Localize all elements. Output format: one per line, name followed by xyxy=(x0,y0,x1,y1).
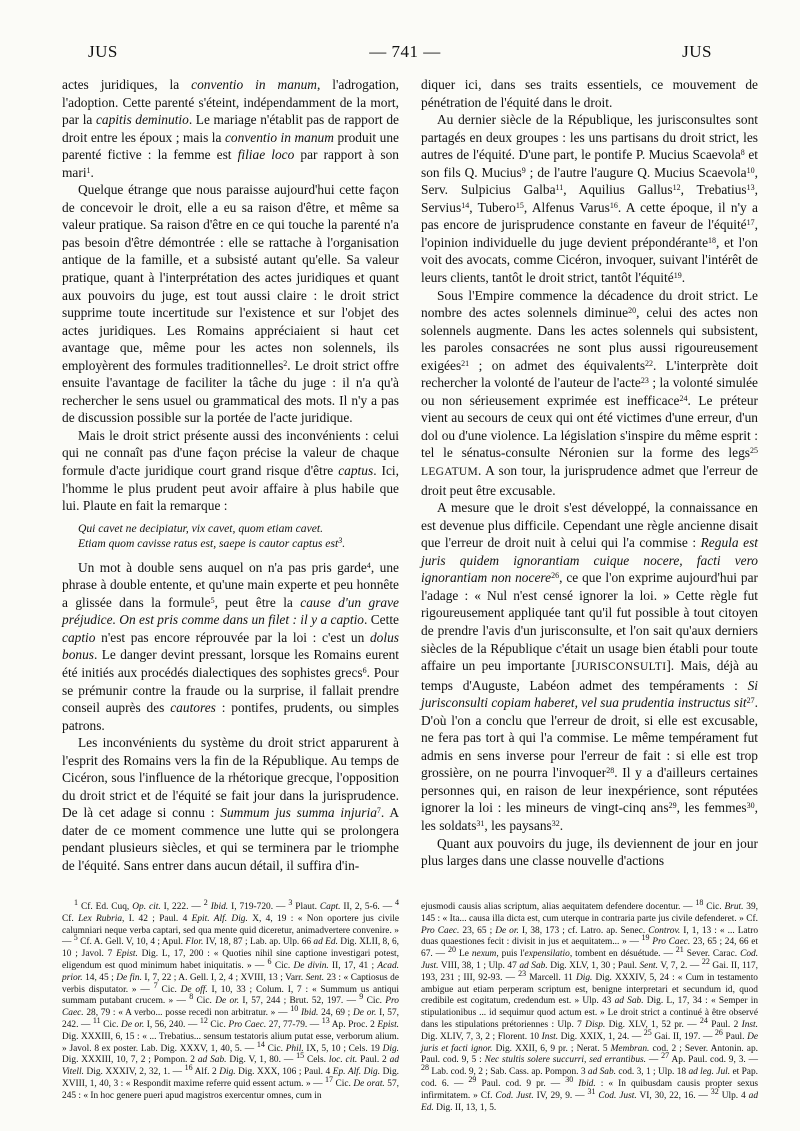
paragraph: Au dernier siècle de la République, les jurisconsultes sont partagés en deux groupes : les uns partisans du droit strict, les autres de l'équité. D'une part, le pontife P. Mucius Scaevola$^8$ et son fils Q. Mucius$^9$ ; de l'autre l'augure Q. Mucius Scaevola$^{10}$, Serv. Sulpicius Galba$^{11}$, Aquilius Gallus$^{12}$, Trebatius$^{13}$, Servius$^{14}$, Tubero$^{15}$, Alfenus Varus$^{16}$. A cette époque, il n'y a pas encore de jurisprudence constante en faveur de l'équité$^{17}$, l'opinion individuelle du juge devient prépondérante$^{18}$, et l'on voit des avocats, comme Cicéron, invoquer, suivant l'intérêt de leurs clients, tantôt le droit strict, tantôt l'équité$^{19}$. xyxy=(421,112,759,286)
footnotes-right xyxy=(421,898,759,1114)
header-right: JUS xyxy=(682,42,712,61)
paragraph: actes juridiques, la conventio in manum, l'adrogation, l'adoption. Cette parenté s'éteint, indépendamment de la mort, par la capitis deminutio. Le mariage n'établit pas de rapport de droit entre les époux ; mais la conventio in manum produit une parenté fictive : la femme est filiae loco par rapport à son mari$^1$. xyxy=(62,77,400,180)
page-number: — 741 — xyxy=(369,42,441,61)
paragraph: diquer ici, dans ses traits essentiels, ce mouvement de pénétration de l'équité dans le droit. xyxy=(421,77,758,110)
paragraph: Quelque étrange que nous paraisse aujourd'hui cette façon de concevoir le droit, elle a eu sa raison d'être, et même sa valeur pratique. Sa raison d'être en ce qui touche la parenté n'a pas besoin d'être démontrée : elle se rattache à l'organisation antique de la famille, et a subsisté autant qu'elle. Sa valeur pratique, quant à l'interprétation des actes juridiques et quant aux pouvoirs du juge, est tout aussi claire : le droit strict supprime toute incertitude sur l'existence et sur l'objet des actes juridiques. Les Romains appréciaient si haut cet avantage que, même pour les actes non solennels, ils employèrent des formules traditionnelles$^2$. Le droit strict offre ensuite l'avantage de faciliter la tâche du juge : il n'a qu'à rechercher le sens usuel ou grammatical des mots. Il n'y a pas de discussion possible sur la portée de l'acte juridique. xyxy=(62,182,399,426)
paragraph: Un mot à double sens auquel on n'a pas pris garde$^4$, une phrase à double entente, et qu'une main experte et peu honnête a glissée dans la formule$^5$, peut être la cause d'un grave préjudice. On est pris comme dans un filet : il y a captio. Cette captio n'est pas encore réprouvée par la loi : c'est un dolus bonus. Le danger devint pressant, lorsque les Romains eurent été initiés aux procédés dialectiques des sophistes grecs$^6$. Pour se prémunir contre la fraude ou la surprise, il fallait prendre conseil auprès des cautores : pontifes, prudents, ou simples patrons. xyxy=(62,559,399,733)
paragraph: Mais le droit strict présente aussi des inconvénients : celui qui ne connaît pas d'une façon précise la valeur de chaque formule d'acte juridique court grand risque d'être captus. Ici, l'homme le plus prudent peut avoir affaire à plus habile que lui. Plaute en fait la remarque : xyxy=(62,427,399,514)
header-left: JUS xyxy=(88,42,118,61)
quote-line: Qui cavet ne decipiatur, vix cavet, quom etiam cavet. xyxy=(78,521,323,535)
right-column xyxy=(421,76,758,870)
quote-line: Etiam quom cavisse ratus est, saepe is cautor captus est$^3$. xyxy=(78,535,346,550)
paragraph: Les inconvénients du système du droit strict apparurent à l'esprit des Romains vers la fin de la République. Au temps de Cicéron, sous l'influence de la rhétorique grecque, l'opposition du droit strict et de l'équité se fait jour dans la jurisprudence. De là cet adage si connu : Summum jus summa injuria$^7$. A dater de ce moment commence une lutte qui se prolongera pendant plusieurs siècles, et qui se terminera par le triomphe de l'équité. Sans entrer dans aucun détail, il suffira d'in- xyxy=(62,735,399,873)
footnote-block: ejusmodi causis alias scriptum, alias aequitatem defendere docentur. — $^{18}$ Cic. Brut. 39, 145 : « Ita... causa illa dicta est, cum uterque in contraria parte jus civile defenderet. » Cf. Pro Caec. 23, 65 ; De or. I, 38, 173 ; cf. Latro. ap. Senec. Controv. I, 1, 13 : « ... Latro duas quaestiones fecit : divisit in jus et aequitatem... » — $^{19}$ Pro Caec. 23, 65 ; 24, 66 et 67. — $^{20}$ Le nexum, puis l'expensilatio, tombent en désuétude. — $^{21}$ Sever. Carac. Cod. Just. VIII, 38, 1 ; Ulp. 47 ad Sab. Dig. XLV, 1, 30 ; Paul. Sent. V, 7, 2. — $^{22}$ Gai. II, 117, 193, 231 ; III, 92-93. — $^{23}$ Marcell. 11 Dig. Dig. XXXIV, 5, 24 : « Cum in testamento ambigue aut etiam perperam scriptum est, benigne interpretari et secundum id, quod credibile est cogitatum, credendum est. » Ulp. 43 ad Sab. Dig. L, 17, 34 : « Semper in stipulationibus ... id sequimur quod actum est. » Le droit strict a continué à être observé dans les stipulations prétoriennes : Ulp. 7 Disp. Dig. XLV, 1, 52 pr. — $^{24}$ Paul. 2 Inst. Dig. XLIV, 7, 3, 2 ; Florent. 10 Inst. Dig. XXIX, 1, 24. — $^{25}$ Gai. II, 197. — $^{26}$ Paul. De juris et facti ignor. Dig. XXII, 6, 9 pr. ; Nerat. 5 Membran. cod. 2 ; Sever. Antonin. ap. Paul. cod. 9, 5 : Nec stultis solere succurri, sed errantibus. — $^{27}$ Ap. Paul. cod. 9, 3. — $^{28}$ Lab. cod. 9, 2 ; Sab. Cass. ap. Pompon. 3 ad Sab. cod. 3, 1 ; Ulp. 18 ad leg. Jul. et Pap. cod. 6. — $^{29}$ Paul. cod. 9 pr. — $^{30}$ Ibid. : « In quibusdam causis propter sexus infirmitatem. » Cf. Cod. Just. IV, 29, 9. — $^{31}$ Cod. Just. VI, 30, 22, 16. — $^{32}$ Ulp. 4 ad Ed. Dig. II, 13, 1, 5. xyxy=(421,898,759,1113)
plautus-quote xyxy=(78,521,399,551)
left-column xyxy=(62,76,399,875)
running-header xyxy=(62,42,748,66)
paragraph: Quant aux pouvoirs du juge, ils deviennent de jour en jour plus larges dans une classe nouvelle d'actions xyxy=(421,835,758,869)
footnote-block: $^1$ Cf. Ed. Cuq, Op. cit. I, 222. — $^2$ Ibid. I, 719-720. — $^3$ Plaut. Capt. II, 2, 5-6. — $^4$ Cf. Lex Rubria, I. 42 ; Paul. 4 Epit. Alf. Dig. X, 4, 19 : « Non oportere jus civile calumniari neque verba captari, sed qua mente quid diceretur, animadvertere convenire. » — $^5$ Cf. A. Gell. V, 10, 4 ; Apul. Flor. IV, 18, 87 ; Lab. ap. Ulp. 66 ad Ed. Dig. XLII, 8, 6, 10 ; Javol. 7 Epist. Dig. L, 17, 200 : « Quoties nihil sine captione investigari potest, eligendum est quod minimum habet iniquitatis. » — $^6$ Cic. De divin. II, 17, 41 ; Acad. prior. 14, 45 ; De fin. I, 7, 22 ; A. Gell. I, 2, 4 ; XVIII, 13 ; Varr. Sent. 23 : « Captiosus de verbis disputator. » — $^7$ Cic. De off. I, 10, 33 ; Colum. I, 7 : « Summum us antiqui summam putabant crucem. » — $^8$ Cic. De or. I, 57, 244 ; Brut. 52, 197. — $^9$ Cic. Pro Caec. 28, 79 : « A verbo... posse recedi non arbitratur. » — $^{10}$ Ibid. 24, 69 ; De or. I, 57, 242. — $^{11}$ Cic. De or. I, 56, 240. — $^{12}$ Cic. Pro Caec. 27, 77-79. — $^{13}$ Ap. Proc. 2 Epist. Dig. XXXIII, 6, 15 : « ... Trebatius... sensum testatoris alium putat esse, verborum alium. » Javol. 8 ex poster. Lab. Dig. XXXV, 1, 40, 5. — $^{14}$ Cic. Phil. IX, 5, 10 ; Cels. 19 Dig. Dig. XXXIII, 10, 7, 2 ; Pompon. 2 ad Sab. Dig. V, 1, 80. — $^{15}$ Cels. loc. cit. Paul. 2 ad Vitell. Dig. XXXIV, 2, 32, 1. — $^{16}$ Alf. 2 Dig. Dig. XXX, 106 ; Paul. 4 Ep. Alf. Dig. Dig. XVIII, 1, 40, 3 : « Respondit maxime referre quid essent actum. » — $^{17}$ Cic. De orat. 57, 245 : « In hoc genere pueri apud magistros exercentur omnes, cum in xyxy=(62,898,400,1101)
paragraph: A mesure que le droit s'est développé, la connaissance en est devenue plus difficile. Cependant une règle ancienne disait que l'erreur de droit nuit à celui qui l'a commise : Regula est juris quidem ignorantiam cuique nocere, facti vero ignorantiam non nocere$^{26}$, ce que l'on exprime aujourd'hui par l'adage : « Nul n'est censé ignorer la loi. » Cette règle fut rigoureusement appliquée tant qu'il fut possible à tout citoyen de prendre l'avis d'un jurisconsulte, et l'on sait qu'aux derniers siècles de la République c'était un usage bien établi pour toute affaire un peu importante [JURISCONSULTI]. Mais, déjà au temps d'Auguste, Labéon admet des tempéraments : Si jurisconsulti copiam haberet, vel sua prudentia instructus sit$^{27}$. D'où l'on a conclu que l'erreur de droit, si elle est excusable, ne fera pas tort à qui l'a commise. Le même tempérament fut admis en sens inverse pour l'erreur de fait : si elle est trop grossière, on ne pourra l'invoquer$^{28}$. Il y a d'ailleurs certaines personnes qui, en raison de leur inexpérience, sont réputées ignorer la loi : les mineurs de vingt-cinq ans$^{29}$, les femmes$^{30}$, les soldats$^{31}$, les paysans$^{32}$. xyxy=(421,500,759,833)
footnotes-left xyxy=(62,898,400,1103)
paragraph: Sous l'Empire commence la décadence du droit strict. Le nombre des actes solennels diminue$^{20}$, celui des actes non solennels augmente. Dans les actes solennels qui subsistent, les paroles consacrées ne sont plus aussi rigoureusement exigées$^{21}$ ; on admet des équivalents$^{22}$. L'interprète doit rechercher la volonté de l'auteur de l'acte$^{23}$ ; la volonté simulée ou non sérieusement exprimée est inefficace$^{24}$. Le préteur vient au secours de ceux qui ont été victimes d'une erreur, d'un dol ou d'une violence. La législation s'inspire du même esprit : tel le sénatus-consulte Néronien sur la forme des legs$^{25}$ LEGATUM. A son tour, la jurisprudence admet que l'erreur de droit peut être excusable. xyxy=(421,287,758,498)
